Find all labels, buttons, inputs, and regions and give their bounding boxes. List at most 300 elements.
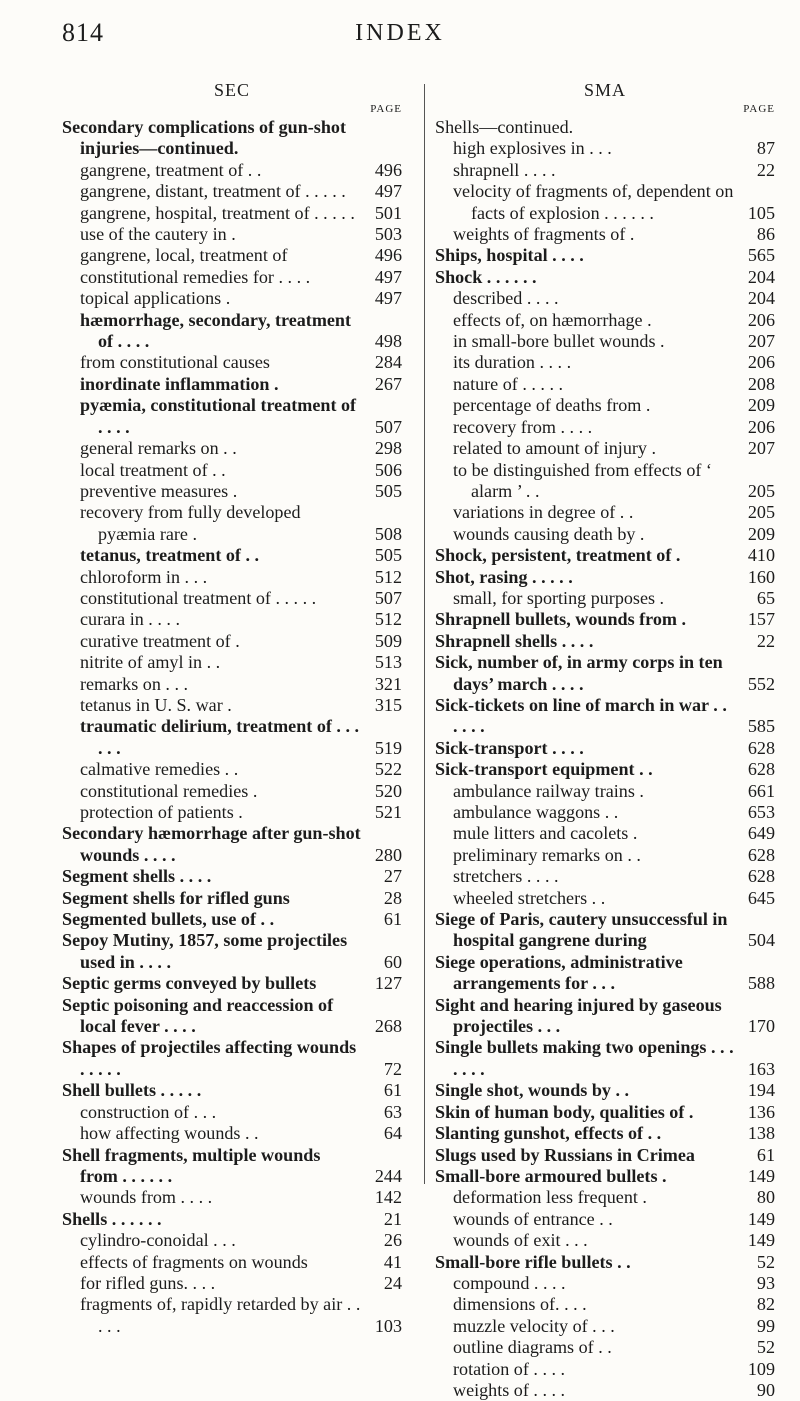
index-entry-page: 507 — [374, 416, 402, 437]
index-entry-text: velocity of fragments of, dependent on facts of explosion . . . . . . — [453, 181, 734, 223]
index-entry-text: gangrene, hospital, treatment of . . . . . — [80, 202, 355, 223]
index-entry — [435, 995, 775, 1038]
index-entry-text: Secondary complications of gun-shot injuries—continued. — [62, 117, 346, 159]
index-entry-page: 65 — [756, 587, 775, 608]
index-entry-text: effects of, on hæmorrhage . — [453, 309, 652, 330]
index-entry-text: constitutional treatment of . . . . . — [80, 587, 317, 608]
index-entry — [62, 481, 402, 502]
index-entry-page: 496 — [374, 159, 402, 180]
index-entry-page: 82 — [756, 1294, 775, 1315]
index-entry — [62, 609, 402, 630]
index-entry — [62, 502, 402, 545]
index-entry-text: nature of . . . . . — [453, 373, 564, 394]
index-entry — [62, 203, 402, 224]
index-entry — [435, 288, 775, 309]
index-entry-text: cylindro-conoidal . . . — [80, 1230, 236, 1251]
index-entry — [62, 1187, 402, 1208]
index-entry-page: 194 — [747, 1080, 775, 1101]
index-entry-page: 522 — [374, 759, 402, 780]
index-entry-page: 552 — [747, 673, 775, 694]
index-entry-text: gangrene, distant, treatment of . . . . . — [80, 181, 346, 202]
index-entry — [62, 460, 402, 481]
index-entry-page: 505 — [374, 480, 402, 501]
index-entry-page: 207 — [747, 438, 775, 459]
index-entry-text: curara in . . . . — [80, 609, 180, 630]
index-entry — [62, 781, 402, 802]
index-entry-page: 105 — [747, 202, 775, 223]
index-entry — [62, 631, 402, 652]
index-entry-text: recovery from fully developed pyæmia rare . — [80, 502, 301, 544]
index-entry-page: 496 — [374, 245, 402, 266]
entry-list-right — [435, 117, 775, 1401]
index-entry-text: Shot, rasing . . . . . — [435, 566, 573, 587]
index-entry — [435, 1294, 775, 1315]
index-entry-page: 64 — [383, 1123, 402, 1144]
index-entry — [435, 1080, 775, 1101]
index-entry-page: 509 — [374, 630, 402, 651]
index-entry-text: high explosives in . . . — [453, 138, 612, 159]
index-entry-page: 628 — [747, 866, 775, 887]
index-entry-text: weights of . . . . — [453, 1379, 566, 1400]
index-entry-text: from constitutional causes — [80, 352, 270, 373]
index-entry-page: 507 — [374, 587, 402, 608]
index-entry — [435, 1230, 775, 1251]
index-entry — [435, 567, 775, 588]
index-entry-page: 280 — [374, 844, 402, 865]
index-entry-text: wounds from . . . . — [80, 1187, 213, 1208]
index-entry — [435, 738, 775, 759]
index-entry — [435, 1209, 775, 1230]
index-entry-text: protection of patients . — [80, 802, 243, 822]
index-entry-page: 645 — [747, 887, 775, 908]
index-entry — [435, 652, 775, 695]
index-entry-page: 298 — [374, 438, 402, 459]
index-entry — [435, 909, 775, 952]
index-entry — [435, 1123, 775, 1144]
index-entry — [435, 545, 775, 566]
index-entry-page: 205 — [747, 480, 775, 501]
index-entry-text: Slanting gunshot, effects of . . — [435, 1123, 662, 1144]
index-entry — [62, 181, 402, 202]
index-entry-text: gangrene, treatment of . . — [80, 159, 262, 180]
index-entry-page: 512 — [374, 609, 402, 630]
index-entry — [62, 995, 402, 1038]
index-entry-text: wounds causing death by . — [453, 523, 645, 544]
index-entry-page: 628 — [747, 844, 775, 865]
index-entry-page: 284 — [374, 352, 402, 373]
index-entry — [62, 909, 402, 930]
index-entry-text: Shells—continued. — [435, 117, 574, 137]
index-entry — [62, 288, 402, 309]
index-entry-page: 86 — [756, 224, 775, 245]
index-entry-text: local treatment of . . — [80, 459, 226, 480]
index-entry — [435, 438, 775, 459]
index-entry — [435, 1316, 775, 1337]
index-entry-text: Segment shells . . . . — [62, 866, 212, 887]
index-entry — [62, 1102, 402, 1123]
index-column-right — [435, 80, 775, 1401]
index-entry-page: 521 — [374, 802, 402, 822]
index-entry — [62, 245, 402, 266]
index-entry — [62, 545, 402, 566]
index-entry — [435, 224, 775, 245]
index-entry-page: 204 — [747, 288, 775, 309]
index-entry — [62, 1145, 402, 1188]
index-entry-page: 321 — [374, 673, 402, 694]
index-entry-text: use of the cautery in . — [80, 224, 236, 245]
index-entry-page: 244 — [374, 1165, 402, 1186]
index-entry — [435, 609, 775, 630]
index-entry — [435, 417, 775, 438]
index-entry — [435, 845, 775, 866]
index-entry-text: Shell bullets . . . . . — [62, 1080, 202, 1101]
index-entry — [62, 1230, 402, 1251]
index-entry-text: constitutional remedies for . . . . — [80, 266, 311, 287]
index-entry — [62, 1273, 402, 1294]
index-entry — [62, 695, 402, 716]
index-entry — [62, 160, 402, 181]
index-entry-page: 506 — [374, 459, 402, 480]
index-entry-page: 497 — [374, 288, 402, 309]
index-entry — [435, 1187, 775, 1208]
index-entry-text: muzzle velocity of . . . — [453, 1315, 615, 1336]
index-entry-text: mule litters and cacolets . — [453, 823, 638, 844]
index-entry-text: variations in degree of . . — [453, 502, 634, 523]
index-entry-page: 206 — [747, 309, 775, 330]
index-entry-page: 498 — [374, 331, 402, 352]
index-entry-text: general remarks on . . — [80, 438, 237, 459]
index-entry-page: 160 — [747, 566, 775, 587]
index-entry-page: 565 — [747, 245, 775, 266]
index-entry-page: 205 — [747, 502, 775, 523]
index-entry-text: Siege of Paris, cautery unsuccessful in hospital gangrene during — [435, 909, 728, 951]
index-entry-text: outline diagrams of . . — [453, 1337, 612, 1358]
index-entry — [435, 502, 775, 523]
index-entry — [435, 267, 775, 288]
index-entry — [435, 352, 775, 373]
entry-list-left — [62, 117, 402, 1337]
index-entry-text: remarks on . . . — [80, 673, 189, 694]
index-entry — [62, 888, 402, 909]
index-entry — [435, 695, 775, 738]
index-entry-text: deformation less frequent . — [453, 1187, 647, 1208]
index-entry-text: Sepoy Mutiny, 1857, some projectiles used in . . . . — [62, 930, 348, 972]
index-entry-page: 61 — [756, 1144, 775, 1165]
index-entry-page: 170 — [747, 1016, 775, 1037]
index-entry-page: 149 — [747, 1165, 775, 1186]
index-entry-text: rotation of . . . . — [453, 1358, 566, 1379]
index-entry — [62, 1209, 402, 1230]
index-entry — [435, 866, 775, 887]
index-entry-text: Sick-tickets on line of march in war . . . . . . — [435, 694, 727, 737]
index-entry-page: 585 — [747, 716, 775, 737]
index-entry-text: curative treatment of . — [80, 630, 240, 651]
index-entry-page: 204 — [747, 266, 775, 287]
index-entry — [62, 588, 402, 609]
index-entry — [435, 888, 775, 909]
index-entry-page: 28 — [383, 887, 402, 908]
page-column-label-right: PAGE — [743, 103, 775, 115]
index-entry-text: Sick-transport equipment . . — [435, 759, 653, 780]
index-entry-page: 207 — [747, 331, 775, 352]
index-entry-text: for rifled guns. . . . — [80, 1272, 216, 1293]
index-entry-page: 52 — [756, 1251, 775, 1272]
index-entry-page: 21 — [383, 1208, 402, 1229]
index-entry — [62, 1294, 402, 1337]
index-entry — [435, 181, 775, 224]
index-entry — [435, 460, 775, 503]
index-entry — [435, 802, 775, 823]
index-entry-text: Skin of human body, qualities of . — [435, 1101, 694, 1122]
index-entry-page: 653 — [747, 802, 775, 822]
index-entry-page: 63 — [383, 1101, 402, 1122]
index-entry-page: 497 — [374, 266, 402, 287]
index-entry-text: small, for sporting purposes . — [453, 587, 665, 608]
index-entry — [62, 117, 402, 160]
index-entry-page: 508 — [374, 523, 402, 544]
index-entry-page: 90 — [756, 1379, 775, 1400]
index-entry — [435, 245, 775, 266]
index-entry-text: pyæmia, constitutional treatment of . . . . — [80, 395, 357, 437]
index-entry — [62, 866, 402, 887]
index-entry — [62, 930, 402, 973]
index-entry-text: Shells . . . . . . — [62, 1208, 162, 1229]
index-column-left — [62, 80, 402, 1337]
index-entry-page: 661 — [747, 780, 775, 801]
index-entry-text: topical applications . — [80, 288, 231, 309]
index-entry — [62, 823, 402, 866]
index-entry-page: 52 — [756, 1337, 775, 1358]
index-entry-text: dimensions of. . . . — [453, 1294, 587, 1315]
index-entry — [62, 224, 402, 245]
index-entry-text: wounds of entrance . . — [453, 1208, 613, 1229]
index-entry-text: Shell fragments, multiple wounds from . . . . . . — [62, 1144, 321, 1186]
index-entry-page: 142 — [374, 1187, 402, 1208]
index-entry-text: tetanus, treatment of . . — [80, 545, 260, 566]
index-entry-text: compound . . . . — [453, 1272, 566, 1293]
index-entry-text: to be distinguished from effects of ‘ alarm ’ . . — [453, 459, 712, 501]
index-entry-text: Siege operations, administrative arrangements for . . . — [435, 951, 683, 994]
index-entry-page: 138 — [747, 1123, 775, 1144]
index-entry-text: Sick-transport . . . . — [435, 737, 584, 758]
index-entry-page: 157 — [747, 609, 775, 630]
guide-word-left: SEC — [213, 80, 250, 100]
index-entry-page: 93 — [756, 1272, 775, 1293]
index-entry-page: 109 — [747, 1358, 775, 1379]
index-entry-text: inordinate inflammation . — [80, 373, 279, 394]
index-entry-page: 61 — [383, 909, 402, 930]
index-entry-text: Septic germs conveyed by bullets — [62, 973, 317, 994]
index-entry — [62, 1252, 402, 1273]
index-entry-page: 209 — [747, 523, 775, 544]
index-entry-page: 497 — [374, 181, 402, 202]
index-entry-text: wounds of exit . . . — [453, 1230, 588, 1251]
index-entry — [435, 1273, 775, 1294]
index-entry-page: 80 — [756, 1187, 775, 1208]
page-title: INDEX — [355, 20, 445, 46]
index-entry-page: 41 — [383, 1251, 402, 1272]
index-entry-text: Septic poisoning and reaccession of local fever . . . . — [62, 994, 334, 1037]
index-entry-page: 27 — [383, 866, 402, 887]
index-entry — [62, 1080, 402, 1101]
index-entry-text: construction of . . . — [80, 1101, 217, 1122]
index-entry-text: gangrene, local, treatment of — [80, 245, 288, 266]
index-entry-page: 149 — [747, 1208, 775, 1229]
index-entry — [435, 524, 775, 545]
index-entry — [62, 973, 402, 994]
index-entry-page: 99 — [756, 1315, 775, 1336]
index-entry — [62, 310, 402, 353]
index-entry-page: 208 — [747, 373, 775, 394]
index-entry — [62, 652, 402, 673]
index-entry — [62, 759, 402, 780]
index-entry-page: 520 — [374, 780, 402, 801]
index-entry-text: weights of fragments of . — [453, 224, 635, 245]
index-entry-text: its duration . . . . — [453, 352, 572, 373]
index-entry-text: Single bullets making two openings . . . . . . . — [435, 1037, 734, 1079]
index-entry-page: 22 — [756, 159, 775, 180]
index-entry-page: 103 — [374, 1315, 402, 1336]
index-entry — [435, 631, 775, 652]
index-entry — [435, 823, 775, 844]
index-entry — [435, 781, 775, 802]
index-entry — [435, 1337, 775, 1358]
index-entry-page: 22 — [756, 630, 775, 651]
index-entry-text: percentage of deaths from . — [453, 395, 651, 416]
page-header — [0, 18, 800, 58]
index-entry-text: Sight and hearing injured by gaseous projectiles . . . — [435, 994, 722, 1037]
index-entry-text: wheeled stretchers . . — [453, 887, 606, 908]
index-entry-text: stretchers . . . . — [453, 866, 559, 887]
index-entry-text: Ships, hospital . . . . — [435, 245, 584, 266]
index-entry-page: 61 — [383, 1080, 402, 1101]
index-entry-page: 60 — [383, 951, 402, 972]
index-entry — [435, 759, 775, 780]
index-entry-page: 127 — [374, 973, 402, 994]
index-entry-text: preliminary remarks on . . — [453, 844, 641, 865]
index-entry-page: 649 — [747, 823, 775, 844]
index-entry-text: ambulance waggons . . — [453, 802, 619, 822]
index-entry-text: Slugs used by Russians in Crimea — [435, 1144, 695, 1165]
index-entry-page: 209 — [747, 395, 775, 416]
index-entry-page: 87 — [756, 138, 775, 159]
index-entry-text: Segmented bullets, use of . . — [62, 909, 275, 930]
index-entry-text: Small-bore armoured bullets . — [435, 1165, 667, 1186]
index-entry — [435, 1102, 775, 1123]
index-entry-page: 315 — [374, 694, 402, 715]
index-entry-text: traumatic delirium, treatment of . . . . . . — [80, 716, 360, 758]
page-column-label-left: PAGE — [370, 103, 402, 115]
index-entry-page: 26 — [383, 1230, 402, 1251]
index-entry — [435, 138, 775, 159]
index-entry — [435, 160, 775, 181]
index-entry-text: recovery from . . . . — [453, 416, 593, 437]
index-entry-text: calmative remedies . . — [80, 759, 239, 780]
index-entry-page: 501 — [374, 202, 402, 223]
index-entry-text: Shrapnell shells . . . . — [435, 630, 594, 651]
index-entry-page: 503 — [374, 224, 402, 245]
index-entry-page: 268 — [374, 1016, 402, 1037]
index-entry — [435, 1359, 775, 1380]
index-entry — [435, 588, 775, 609]
index-entry-page: 136 — [747, 1101, 775, 1122]
index-entry-page: 163 — [747, 1058, 775, 1079]
guide-word-right: SMA — [583, 80, 626, 100]
index-entry-page: 628 — [747, 737, 775, 758]
index-entry — [62, 395, 402, 438]
index-entry-page: 149 — [747, 1230, 775, 1251]
page-number: 814 — [62, 18, 104, 47]
index-entry-page: 519 — [374, 737, 402, 758]
index-entry — [62, 802, 402, 823]
index-entry-page: 628 — [747, 759, 775, 780]
index-entry-page: 512 — [374, 566, 402, 587]
index-entry-text: shrapnell . . . . — [453, 159, 556, 180]
index-entry — [62, 674, 402, 695]
index-entry — [62, 374, 402, 395]
index-entry — [62, 716, 402, 759]
index-entry-text: Single shot, wounds by . . — [435, 1080, 630, 1101]
index-entry — [62, 1123, 402, 1144]
index-entry — [435, 1252, 775, 1273]
index-entry-page: 588 — [747, 973, 775, 994]
index-entry — [62, 267, 402, 288]
index-entry-text: Segment shells for rifled guns — [62, 887, 290, 908]
index-entry-text: Shock . . . . . . — [435, 266, 537, 287]
index-entry — [435, 1037, 775, 1080]
index-entry-page: 72 — [383, 1058, 402, 1079]
index-entry-text: Shapes of projectiles affecting wounds . . . . . — [62, 1037, 357, 1079]
index-entry-page: 206 — [747, 352, 775, 373]
index-entry — [435, 331, 775, 352]
index-entry-text: Shock, persistent, treatment of . — [435, 545, 681, 566]
index-entry-text: Shrapnell bullets, wounds from . — [435, 609, 687, 630]
index-entry-page: 206 — [747, 416, 775, 437]
index-entry-text: Small-bore rifle bullets . . — [435, 1251, 631, 1272]
index-entry — [435, 117, 775, 138]
index-entry — [435, 310, 775, 331]
index-entry-text: fragments of, rapidly retarded by air . . . . . — [80, 1294, 361, 1336]
index-entry-text: described . . . . — [453, 288, 559, 309]
index-entry-text: preventive measures . — [80, 480, 238, 501]
index-entry — [435, 952, 775, 995]
index-entry-page: 24 — [383, 1272, 402, 1293]
index-entry — [435, 1166, 775, 1187]
index-entry — [435, 1380, 775, 1401]
index-entry — [435, 374, 775, 395]
index-entry-text: chloroform in . . . — [80, 566, 208, 587]
index-entry — [62, 438, 402, 459]
index-entry-text: hæmorrhage, secondary, treatment of . . . . — [80, 309, 352, 352]
index-entry-text: constitutional remedies . — [80, 780, 258, 801]
index-entry-text: Sick, number of, in army corps in ten days’ march . . . . — [435, 652, 723, 694]
index-entry-text: in small-bore bullet wounds . — [453, 331, 665, 352]
index-entry-text: how affecting wounds . . — [80, 1123, 259, 1144]
index-entry-text: effects of fragments on wounds — [80, 1251, 308, 1272]
index-entry-page: 410 — [747, 545, 775, 566]
index-entry-page: 267 — [374, 373, 402, 394]
index-entry — [62, 1037, 402, 1080]
index-entry-page: 513 — [374, 652, 402, 673]
index-entry-text: tetanus in U. S. war . — [80, 694, 232, 715]
index-entry — [62, 352, 402, 373]
index-entry-text: nitrite of amyl in . . — [80, 652, 221, 673]
index-entry — [62, 567, 402, 588]
index-entry-text: ambulance railway trains . — [453, 780, 644, 801]
index-entry — [435, 395, 775, 416]
index-entry-page: 504 — [747, 930, 775, 951]
index-entry-page: 505 — [374, 545, 402, 566]
